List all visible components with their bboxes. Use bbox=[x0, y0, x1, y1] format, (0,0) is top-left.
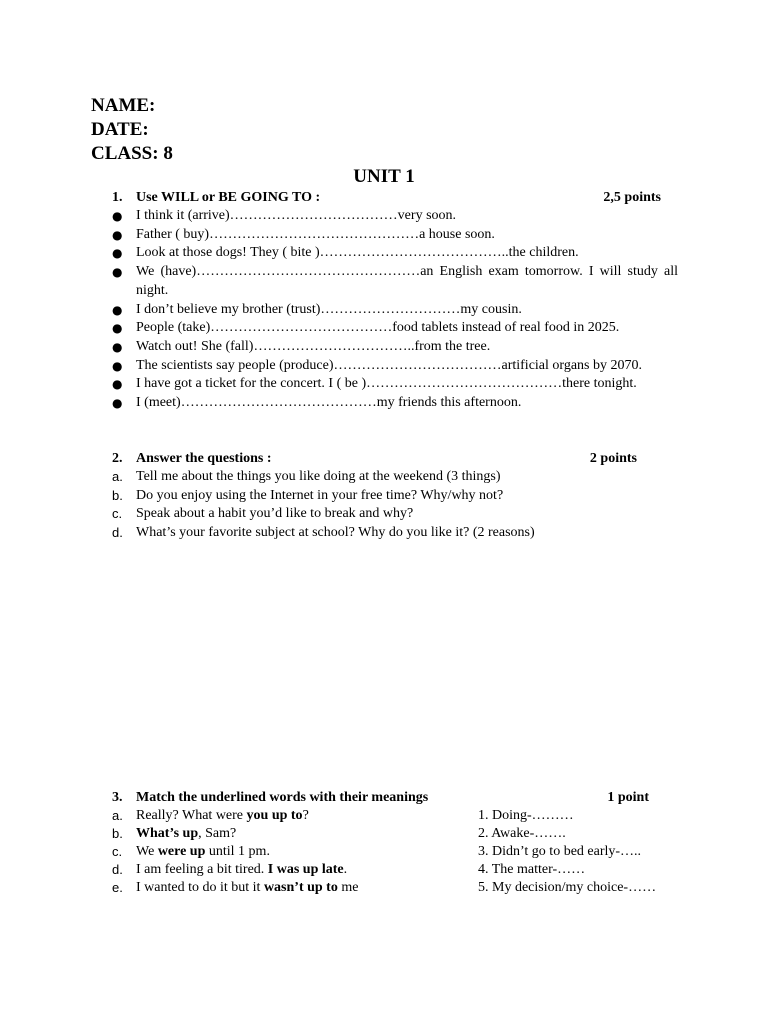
class-label: CLASS: 8 bbox=[91, 143, 173, 164]
section2-list bbox=[112, 468, 678, 543]
name-label: NAME: bbox=[91, 95, 156, 116]
section3-list bbox=[112, 807, 678, 897]
list-item: b. Do you enjoy using the Internet in your free time? Why/why not? bbox=[112, 487, 504, 503]
match-row: a. Really? What were you up to? 1. Doing-……… bbox=[112, 807, 678, 825]
bullet-icon: ● bbox=[112, 339, 123, 354]
list-item: ● Father ( buy)………………………………………a house soon. bbox=[112, 226, 678, 245]
section3-points: 1 point bbox=[607, 790, 649, 805]
match-row: d. I am feeling a bit tired. I was up late. 4. The matter-…… bbox=[112, 861, 678, 879]
match-row: c. We were up until 1 pm. 3. Didn’t go to bed early-….. bbox=[112, 843, 678, 861]
section3-number: 3. bbox=[112, 790, 123, 805]
section1-list bbox=[112, 207, 678, 413]
list-item: ● Look at those dogs! They ( bite )…………………………………..the children. bbox=[112, 244, 678, 263]
match-row: e. I wanted to do it but it wasn’t up to me 5. My decision/my choice-…… bbox=[112, 879, 678, 897]
list-item: c. Speak about a habit you’d like to break and why? bbox=[112, 506, 414, 522]
list-item: ● I (meet)……………………………………my friends this afternoon. bbox=[112, 394, 678, 413]
date-label: DATE: bbox=[91, 119, 149, 140]
meaning-option: 4. The matter-…… bbox=[478, 862, 586, 877]
section1-points: 2,5 points bbox=[603, 190, 661, 205]
meaning-option: 5. My decision/my choice-…… bbox=[478, 880, 657, 895]
bullet-icon: ● bbox=[112, 377, 123, 392]
bullet-icon: ● bbox=[112, 246, 123, 261]
section2-number: 2. bbox=[112, 451, 123, 466]
bullet-icon: ● bbox=[112, 227, 123, 242]
list-item: ● I have got a ticket for the concert. I ( be )……………………………………there tonight. bbox=[112, 375, 678, 394]
bullet-icon: ● bbox=[112, 265, 123, 280]
section1-number: 1. bbox=[112, 190, 123, 205]
unit-title: UNIT 1 bbox=[353, 166, 415, 187]
bullet-icon: ● bbox=[112, 358, 123, 373]
match-row: b. What’s up, Sam? 2. Awake-……. bbox=[112, 825, 678, 843]
list-item: ● People (take)…………………………………food tablets instead of real food in 2025. bbox=[112, 319, 678, 338]
section3-title: Match the underlined words with their meanings bbox=[136, 790, 429, 805]
list-item: ● Watch out! She (fall)……………………………..from the tree. bbox=[112, 338, 678, 357]
bullet-icon: ● bbox=[112, 396, 123, 411]
list-item: d. What’s your favorite subject at school? Why do you like it? (2 reasons) bbox=[112, 525, 535, 541]
bullet-icon: ● bbox=[112, 321, 123, 336]
section2-points: 2 points bbox=[589, 451, 637, 466]
list-item: ● I think it (arrive)………………………………very soon. bbox=[112, 207, 678, 226]
bullet-icon: ● bbox=[112, 209, 123, 223]
meaning-option: 3. Didn’t go to bed early-….. bbox=[478, 844, 642, 859]
list-item: ● The scientists say people (produce)………………………………artificial organs by 2070. bbox=[112, 357, 678, 376]
list-item: ● I don’t believe my brother (trust)…………………………my cousin. bbox=[112, 301, 678, 320]
meaning-option: 1. Doing-……… bbox=[478, 808, 574, 823]
section1-title: Use WILL or BE GOING TO : bbox=[136, 190, 321, 205]
meaning-option: 2. Awake-……. bbox=[478, 826, 566, 841]
section2-title: Answer the questions : bbox=[136, 451, 272, 466]
list-item: a. Tell me about the things you like doing at the weekend (3 things) bbox=[112, 469, 501, 484]
list-item: ● We (have)…………………………………………an English exam tomorrow. I will study all night. bbox=[112, 264, 678, 298]
bullet-icon: ● bbox=[112, 302, 123, 317]
